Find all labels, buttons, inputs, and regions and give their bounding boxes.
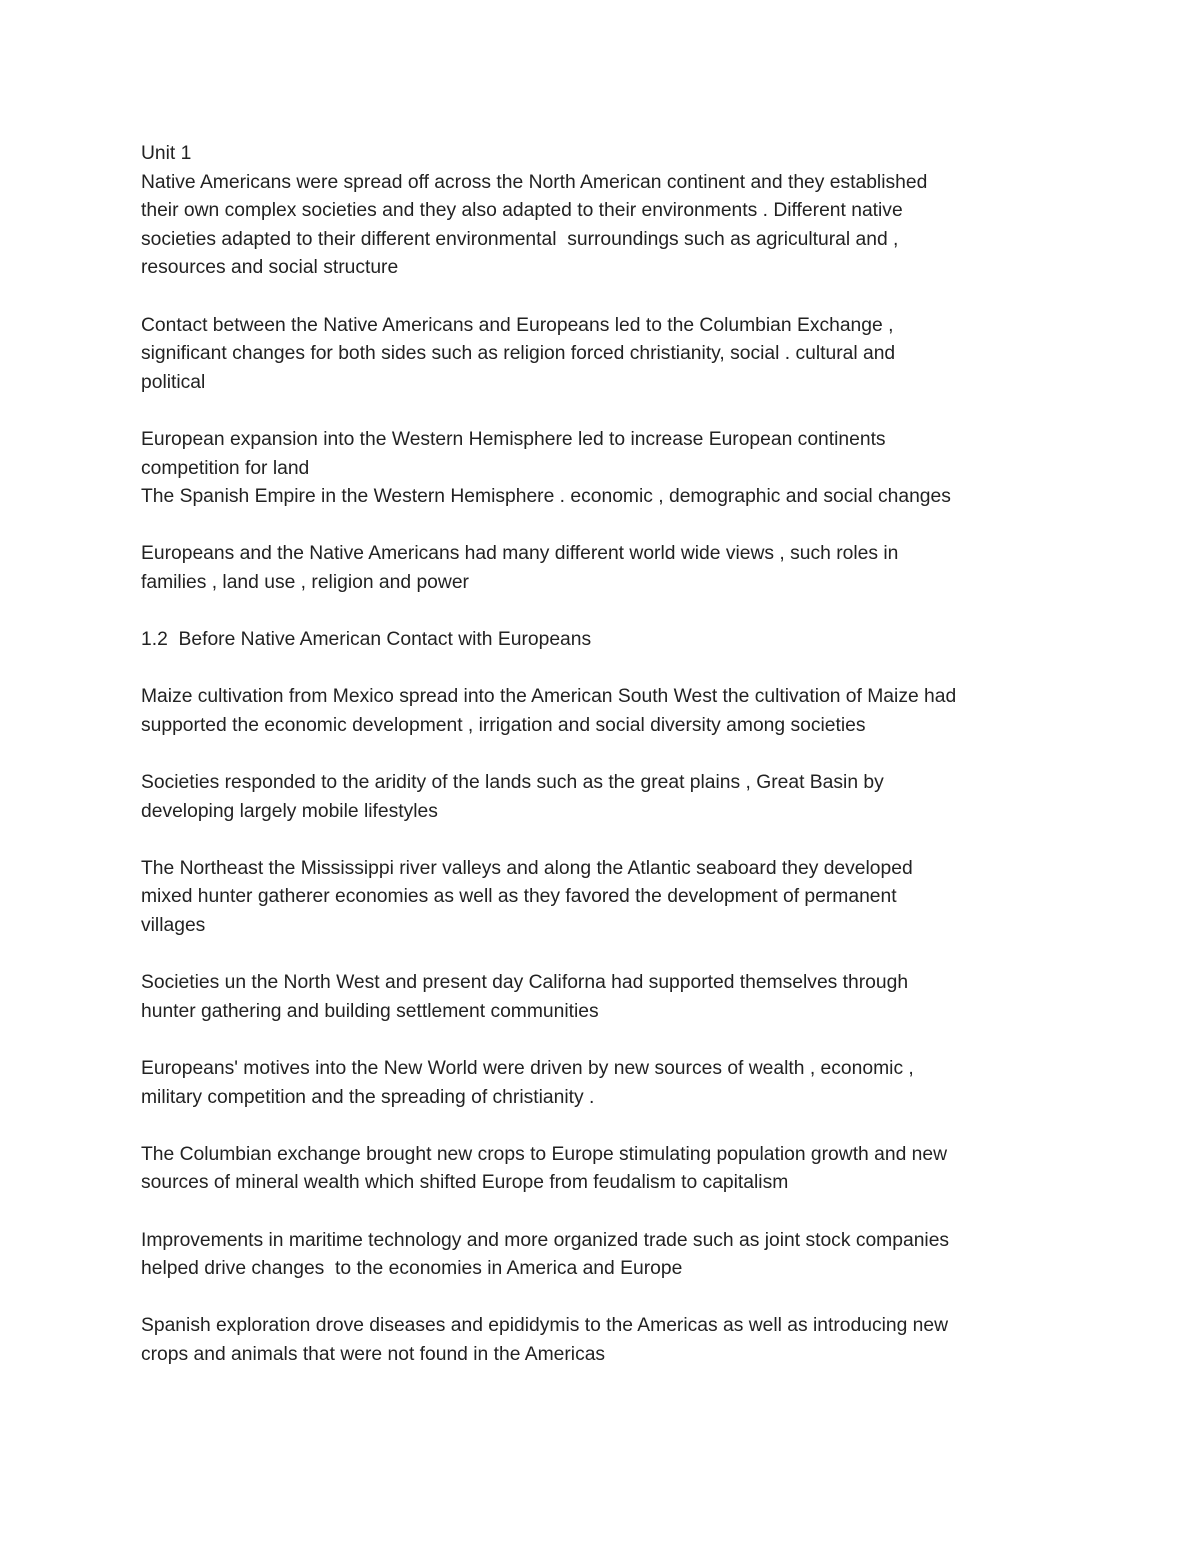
text-line: developing largely mobile lifestyles xyxy=(141,800,438,822)
text-line: Societies un the North West and present day Californa had supported themselves through xyxy=(141,972,909,994)
section-heading: 1.2 Before Native American Contact with Europeans xyxy=(141,629,592,651)
text-line: Contact between the Native Americans and Europeans led to the Columbian Exchange , xyxy=(141,314,894,336)
text-line: sources of mineral wealth which shifted Europe from feudalism to capitalism xyxy=(141,1172,789,1194)
blank-line xyxy=(141,655,1076,684)
text-line: The Columbian exchange brought new crops to Europe stimulating population growth and new xyxy=(141,1143,948,1165)
document-page xyxy=(141,140,1076,1370)
text-line: hunter gathering and building settlement communities xyxy=(141,1000,599,1022)
text-line: The Northeast the Mississippi river valleys and along the Atlantic seaboard they developed xyxy=(141,857,913,879)
text-line: military competition and the spreading of christianity . xyxy=(141,1086,595,1108)
text-line: their own complex societies and they also adapted to their environments . Different native xyxy=(141,200,903,222)
text-line: crops and animals that were not found in the Americas xyxy=(141,1343,606,1365)
text-line: Improvements in maritime technology and more organized trade such as joint stock companies xyxy=(141,1229,950,1251)
blank-line xyxy=(141,1284,1076,1313)
blank-line xyxy=(141,740,1076,769)
text-line: political xyxy=(141,371,206,393)
blank-line xyxy=(141,598,1076,627)
text-line: societies adapted to their different environmental surroundings such as agricultural and , xyxy=(141,228,899,250)
text-line: mixed hunter gatherer economies as well as they favored the development of permanent xyxy=(141,886,897,908)
blank-line xyxy=(141,397,1076,426)
blank-line xyxy=(141,512,1076,541)
text-line: families , land use , religion and power xyxy=(141,571,469,593)
text-line: Europeans and the Native Americans had many different world wide views , such roles in xyxy=(141,543,899,565)
document-title: Unit 1 xyxy=(141,143,192,164)
text-line: significant changes for both sides such as religion forced christianity, social . cultural and xyxy=(141,343,896,365)
blank-line xyxy=(141,1198,1076,1227)
blank-line xyxy=(141,941,1076,970)
text-line: Native Americans were spread off across the North American continent and they established xyxy=(141,171,928,193)
text-line: Societies responded to the aridity of the lands such as the great plains , Great Basin by xyxy=(141,772,884,794)
blank-line xyxy=(141,1112,1076,1141)
text-line: helped drive changes to the economies in America and Europe xyxy=(141,1258,683,1280)
blank-line xyxy=(141,283,1076,312)
text-line: European expansion into the Western Hemisphere led to increase European continents xyxy=(141,428,886,450)
text-line: The Spanish Empire in the Western Hemisphere . economic , demographic and social changes xyxy=(141,486,951,508)
text-line: competition for land xyxy=(141,457,310,479)
text-line: Spanish exploration drove diseases and epididymis to the Americas as well as introducing new xyxy=(141,1315,949,1337)
text-line: Europeans' motives into the New World were driven by new sources of wealth , economic , xyxy=(141,1058,914,1079)
blank-line xyxy=(141,826,1076,855)
text-line: villages xyxy=(141,915,206,937)
text-line: supported the economic development , irrigation and social diversity among societies xyxy=(141,714,866,736)
blank-line xyxy=(141,1026,1076,1055)
text-line: Maize cultivation from Mexico spread into the American South West the cultivation of Maize had xyxy=(141,686,957,708)
text-line: resources and social structure xyxy=(141,257,399,279)
